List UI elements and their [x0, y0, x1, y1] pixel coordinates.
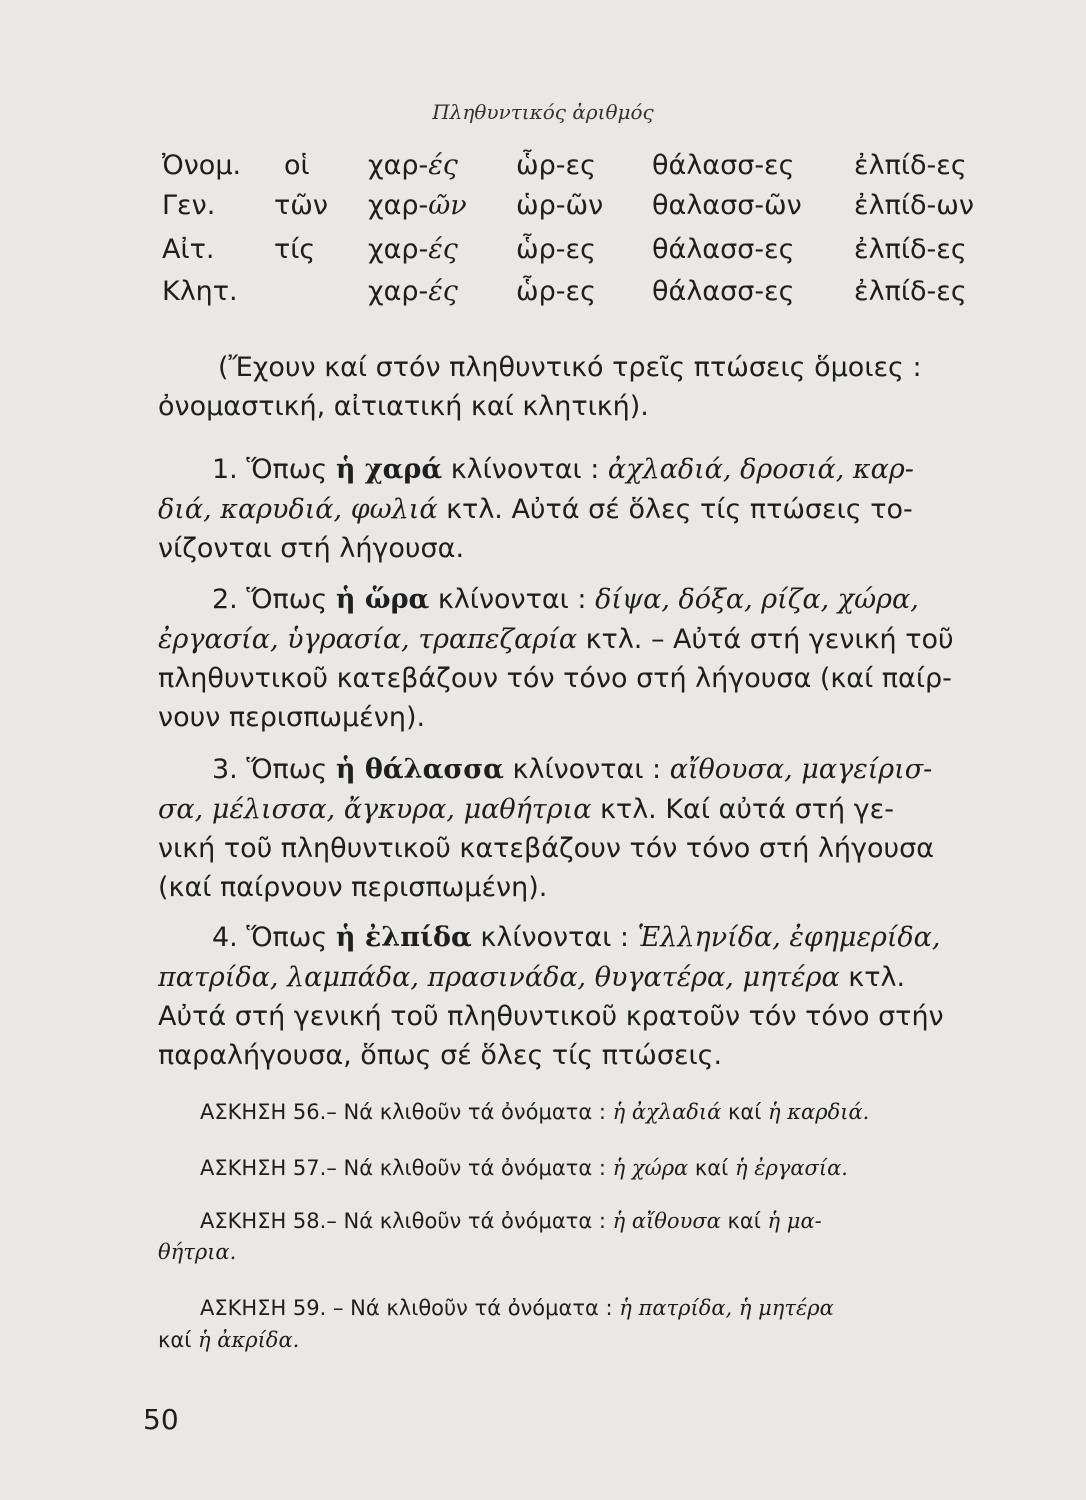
table-row	[162, 276, 982, 316]
case-label: Ὀνομ.	[162, 150, 242, 181]
rule-2-line: νουν περισπωμένη).	[158, 702, 426, 733]
exercise-59-cont: καί ἡ ἀκρίδα.	[158, 1328, 300, 1352]
case-label: Αἰτ.	[162, 234, 215, 265]
rule-2-line: ἐργασία, ὑγρασία, τραπεζαρία κτλ. – Αὐτά στή γενική τοῦ	[158, 624, 954, 655]
rule-3-line: νική τοῦ πληθυντικοῦ κατεβάζουν τόν τόνο στή λήγουσα	[158, 833, 935, 864]
rule-2-line: 2. Ὅπως ἡ ὥρα κλίνονται : δίψα, δόξα, ρίζα, χώρα,	[212, 584, 919, 615]
note-line: ὀνομαστική, αἰτιατική καί κλητική).	[158, 391, 649, 422]
form-elpida: ἐλπίδ-ων	[854, 190, 974, 221]
form-elpida: ἐλπίδ-ες	[854, 234, 967, 265]
section-heading: Πληθυντικός ἀριθμός	[432, 100, 654, 124]
form-chara: χαρ-ῶν	[368, 190, 467, 221]
keyword-chara: ἡ χαρά	[335, 454, 443, 485]
form-chara: χαρ-ές	[368, 234, 458, 265]
form-ora: ὧρ-ες	[516, 150, 596, 181]
rule-1-line: διά, καρυδιά, φωλιά κτλ. Αὐτά σέ ὅλες τίς πτώσεις το-	[158, 494, 913, 525]
exercise-58-cont: θήτρια.	[158, 1240, 237, 1264]
form-ora: ὧρ-ες	[516, 234, 596, 265]
article: τῶν	[274, 190, 328, 221]
keyword-thalassa: ἡ θάλασσα	[335, 754, 504, 785]
table-row	[162, 190, 982, 230]
note-line: (Ἔχουν καί στόν πληθυντικό τρεῖς πτώσεις ὅμοιες :	[218, 352, 922, 383]
keyword-ora: ἡ ὥρα	[335, 584, 430, 615]
rule-1-line: νίζονται στή λήγουσα.	[158, 533, 465, 564]
form-thalassa: θαλασσ-ῶν	[652, 190, 802, 221]
form-chara: χαρ-ές	[368, 276, 458, 307]
case-label: Κλητ.	[162, 276, 238, 307]
rule-1-line: 1. Ὅπως ἡ χαρά κλίνονται : ἀχλαδιά, δροσιά, καρ-	[212, 454, 914, 485]
table-row	[162, 150, 982, 190]
form-thalassa: θάλασσ-ες	[652, 150, 795, 181]
exercise-59: ΑΣΚΗΣΗ 59. – Νά κλιθοῦν τά ὀνόματα : ἡ πατρίδα, ἡ μητέρα	[200, 1296, 834, 1320]
rule-4-line: παραλήγουσα, ὅπως σέ ὅλες τίς πτώσεις.	[158, 1040, 723, 1071]
form-ora: ὡρ-ῶν	[516, 190, 604, 221]
page-number: 50	[143, 1403, 179, 1436]
case-label: Γεν.	[162, 190, 216, 221]
form-chara: χαρ-ές	[368, 150, 458, 181]
form-thalassa: θάλασσ-ες	[652, 276, 795, 307]
table-row	[162, 234, 982, 274]
rule-3-line: σα, μέλισσα, ἄγκυρα, μαθήτρια κτλ. Καί αὐτά στή γε-	[158, 794, 894, 825]
form-ora: ὧρ-ες	[516, 276, 596, 307]
rule-4-line: Αὐτά στή γενική τοῦ πληθυντικοῦ κρατοῦν τόν τόνο στήν	[158, 1001, 944, 1032]
exercise-56: ΑΣΚΗΣΗ 56.– Νά κλιθοῦν τά ὀνόματα : ἡ ἀχλαδιά καί ἡ καρδιά.	[200, 1100, 870, 1124]
form-elpida: ἐλπίδ-ες	[854, 150, 967, 181]
keyword-elpida: ἡ ἐλπίδα	[335, 922, 472, 953]
rule-4-line: πατρίδα, λαμπάδα, πρασινάδα, θυγατέρα, μητέρα κτλ.	[158, 962, 906, 993]
form-elpida: ἐλπίδ-ες	[854, 276, 967, 307]
exercise-57: ΑΣΚΗΣΗ 57.– Νά κλιθοῦν τά ὀνόματα : ἡ χώρα καί ἡ ἐργασία.	[200, 1156, 848, 1180]
rule-3-line: 3. Ὅπως ἡ θάλασσα κλίνονται : αἴθουσα, μαγείρισ-	[212, 754, 933, 785]
exercise-58: ΑΣΚΗΣΗ 58.– Νά κλιθοῦν τά ὀνόματα : ἡ αἴθουσα καί ἡ μα-	[200, 1209, 822, 1233]
rule-2-line: πληθυντικοῦ κατεβάζουν τόν τόνο στή λήγουσα (καί παίρ-	[158, 663, 952, 694]
article: οἱ	[284, 150, 310, 181]
rule-3-line: (καί παίρνουν περισπωμένη).	[158, 872, 548, 903]
rule-4-line: 4. Ὅπως ἡ ἐλπίδα κλίνονται : Ἑλληνίδα, ἐφημερίδα,	[212, 922, 941, 953]
form-thalassa: θάλασσ-ες	[652, 234, 795, 265]
article: τίς	[274, 234, 316, 265]
